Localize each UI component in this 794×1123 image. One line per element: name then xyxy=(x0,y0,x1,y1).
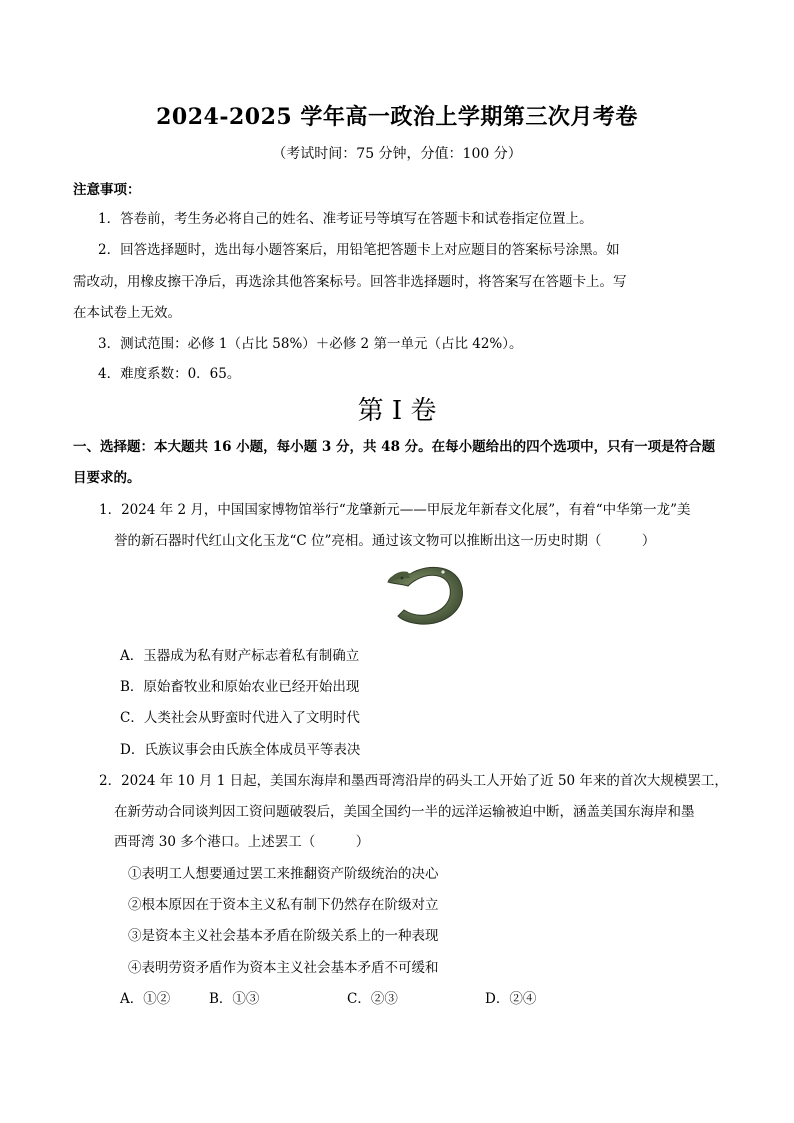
q2-stem-line-1: 2．2024 年 10 月 1 日起，美国东海岸和墨西哥湾沿岸的码头工人开始了近 50 年来的首次大规模罢工， xyxy=(99,773,728,789)
part1-instructions-line-2: 目要求的。 xyxy=(73,470,141,486)
q2-statement-3: ③是资本主义社会基本矛盾在阶级关系上的一种表现 xyxy=(128,928,439,944)
q2-statement-1: ①表明工人想要通过罢工来推翻资产阶级统治的决心 xyxy=(128,866,439,882)
q2-statement-2: ②根本原因在于资本主义私有制下仍然存在阶级对立 xyxy=(128,897,439,913)
q1-option-c: C．人类社会从野蛮时代进入了文明时代 xyxy=(120,710,360,726)
q1-option-a: A．玉器成为私有财产标志着私有制确立 xyxy=(120,648,360,664)
section-title: 第 I 卷 xyxy=(357,396,437,426)
exam-title: 2024-2025 学年高一政治上学期第三次月考卷 xyxy=(156,104,638,130)
part1-instructions-line-1: 一、选择题：本大题共 16 小题，每小题 3 分，共 48 分。在每小题给出的四个选项中，只有一项是符合题 xyxy=(73,439,716,455)
notice-item-3: 3．测试范围：必修 1（占比 58%）＋必修 2 第一单元（占比 42%）。 xyxy=(98,336,523,352)
q1-option-d: D．氏族议事会由氏族全体成员平等表决 xyxy=(120,742,361,758)
q2-option-c: C．②③ xyxy=(347,991,398,1007)
notice-item-2-line-1: 2．回答选择题时，选出每小题答案后，用铅笔把答题卡上对应题目的答案标号涂黑。如 xyxy=(98,242,620,258)
q1-option-b: B．原始畜牧业和原始农业已经开始出现 xyxy=(120,679,360,695)
q2-stem-line-2: 在新劳动合同谈判因工资问题破裂后，美国全国约一半的远洋运输被迫中断，涵盖美国东海岸和墨 xyxy=(114,804,695,820)
q2-option-a: A．①② xyxy=(120,991,171,1007)
notice-item-1: 1．答卷前，考生务必将自己的姓名、准考证号等填写在答题卡和试卷指定位置上。 xyxy=(98,211,593,227)
notice-heading: 注意事项： xyxy=(73,182,141,198)
q1-stem-line-1: 1．2024 年 2 月，中国国家博物馆举行“龙肇新元——甲辰龙年新春文化展”，有着“中华第一龙”美 xyxy=(99,502,691,518)
q2-option-b: B．①③ xyxy=(209,991,260,1007)
exam-subtitle: （考试时间：75 分钟，分值：100 分） xyxy=(272,146,522,162)
notice-item-2-line-3: 在本试卷上无效。 xyxy=(73,305,181,321)
q2-option-d: D．②④ xyxy=(485,991,537,1007)
notice-item-4: 4．难度系数：0．65。 xyxy=(98,366,241,382)
q1-stem-line-2: 誉的新石器时代红山文化玉龙“C 位”亮相。通过该文物可以推断出这一历史时期（ ） xyxy=(114,533,656,549)
q2-statement-4: ④表明劳资矛盾作为资本主义社会基本矛盾不可缓和 xyxy=(128,960,439,976)
jade-dragon-image xyxy=(380,560,470,636)
q2-stem-line-3: 西哥湾 30 多个港口。上述罢工（ ） xyxy=(114,834,370,850)
notice-item-2-line-2: 需改动，用橡皮擦干净后，再选涂其他答案标号。回答非选择题时，将答案写在答题卡上。写 xyxy=(73,274,627,290)
